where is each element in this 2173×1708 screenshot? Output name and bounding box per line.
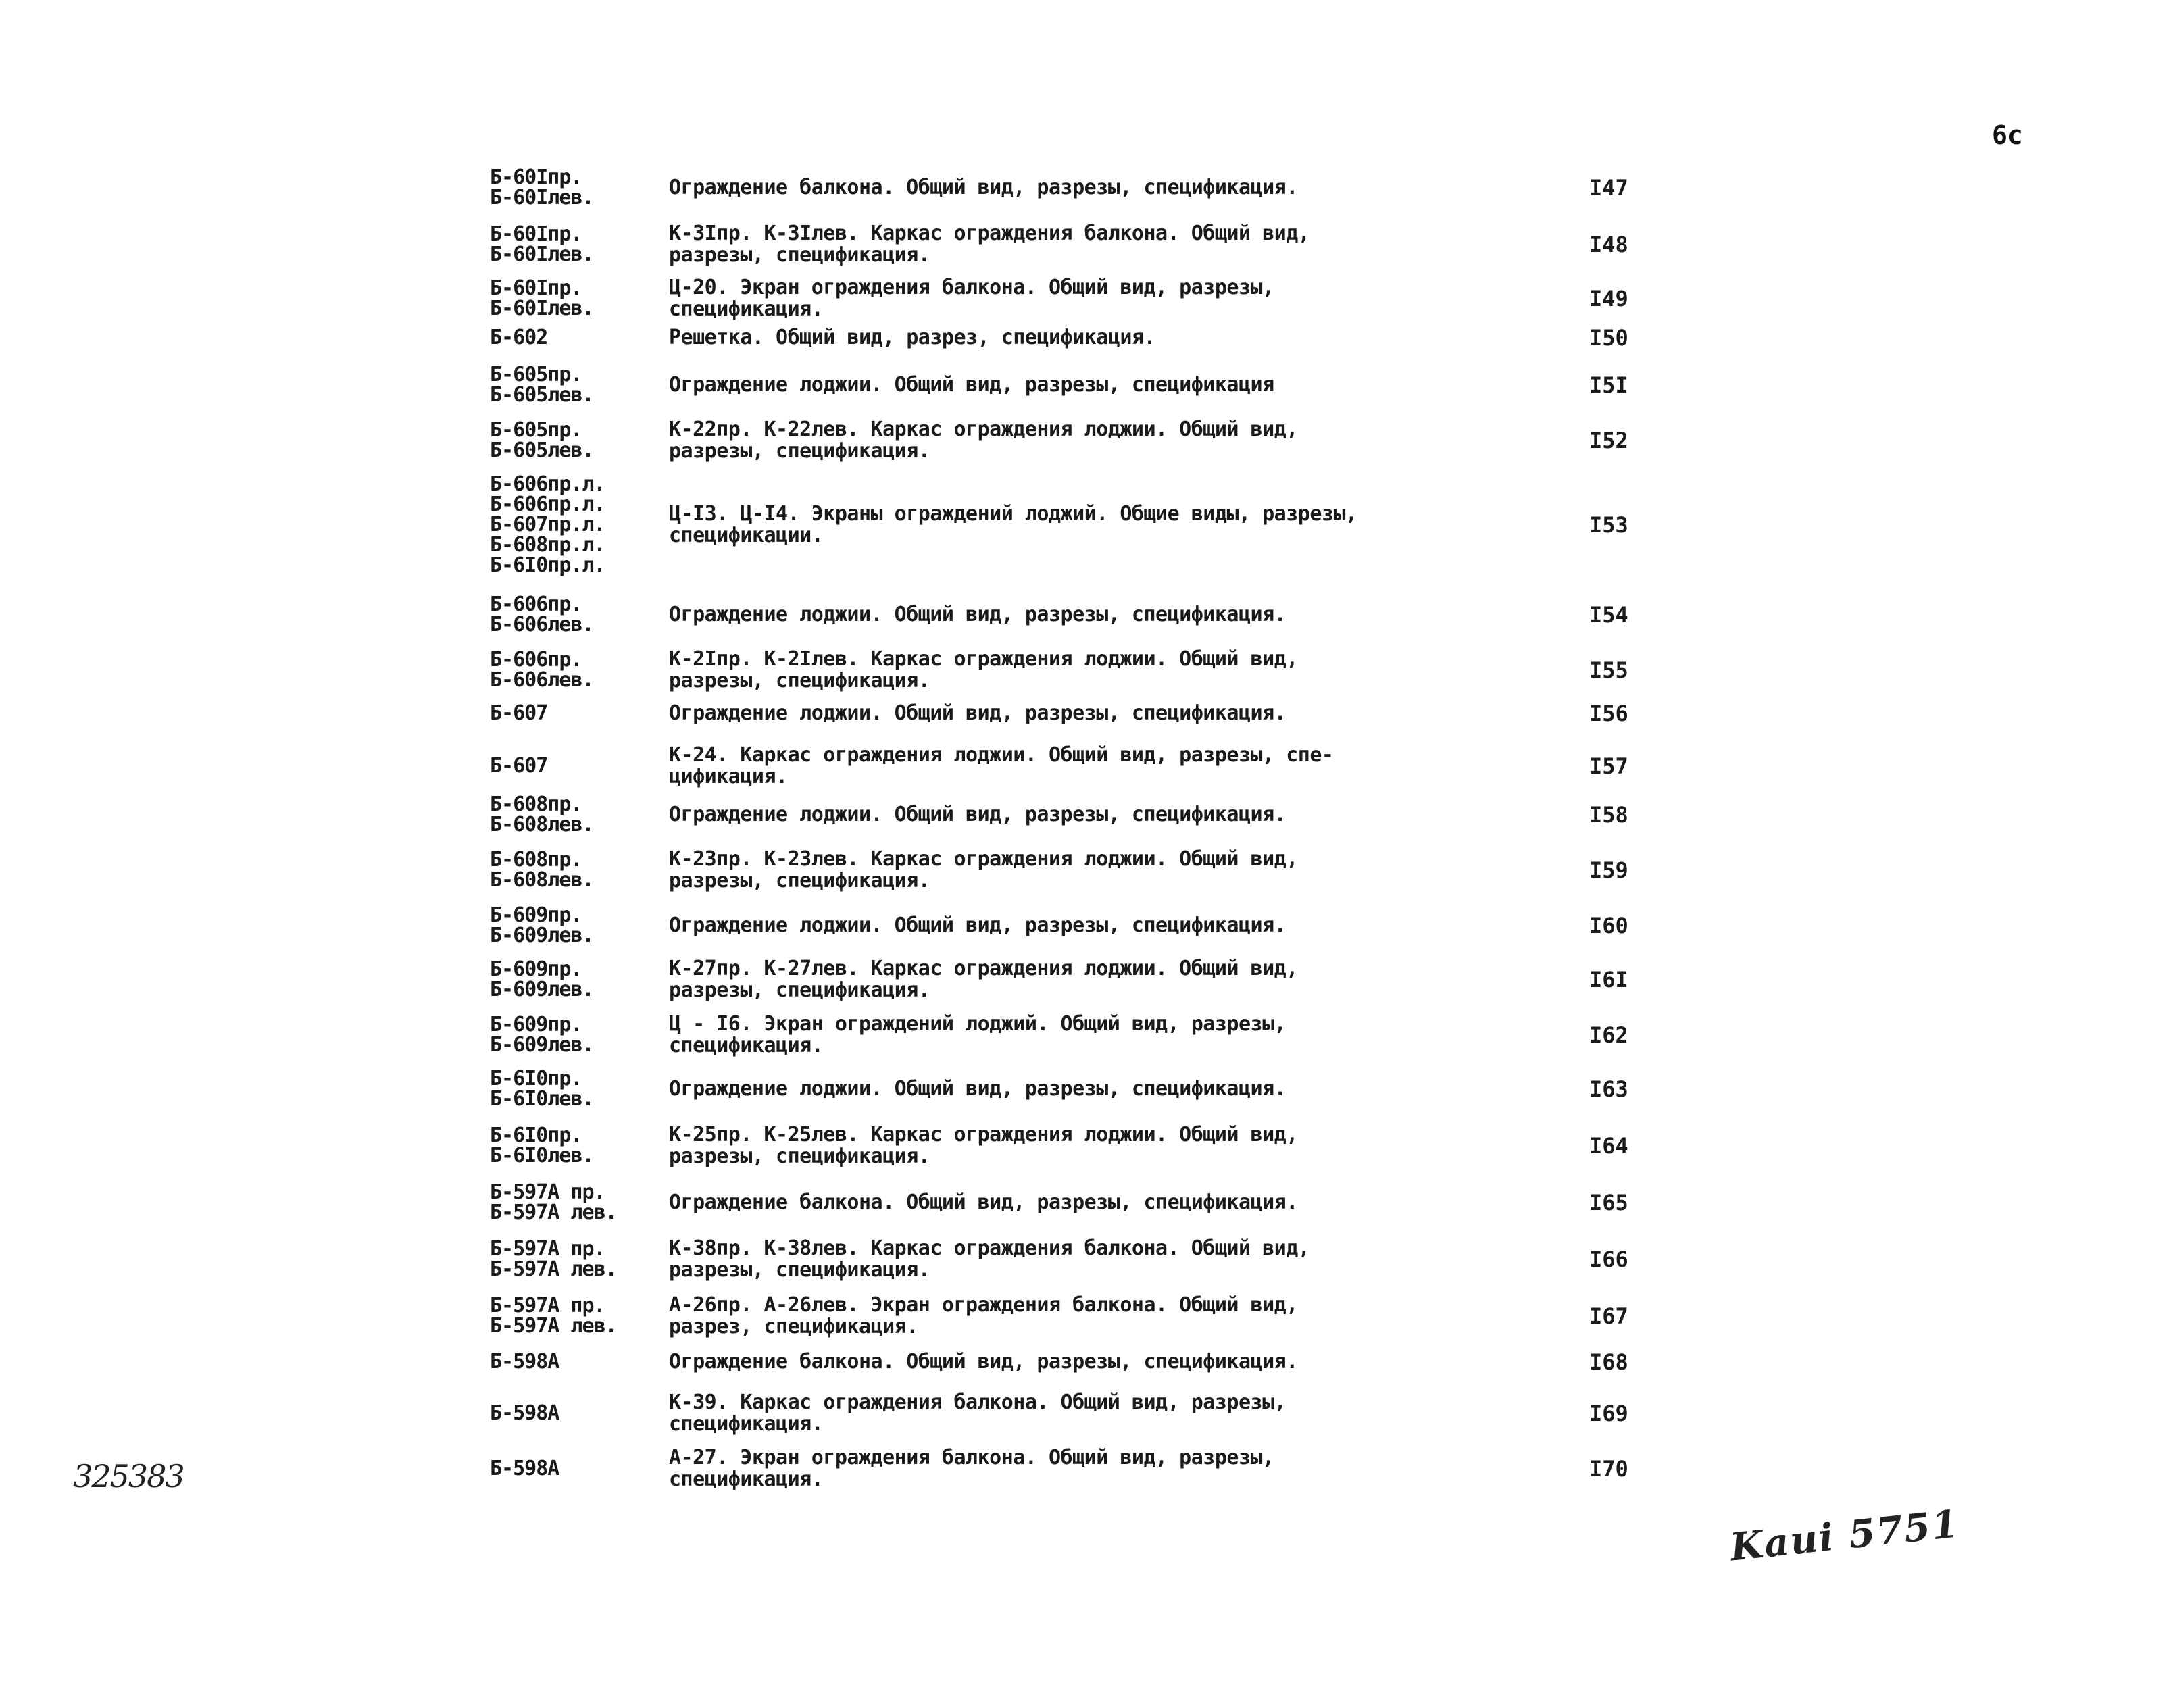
drawing-code-line: Б-607: [490, 754, 548, 778]
drawing-code-line: Б-597А пр.: [490, 1237, 605, 1261]
drawing-description-line: Ц-20. Экран ограждения балкона. Общий вид, разрезы,: [669, 276, 1274, 299]
drawing-description-line: Ограждение лоджии. Общий вид, разрезы, спецификация.: [669, 913, 1287, 937]
sheet-number: I47: [1589, 175, 1628, 201]
drawing-description: [669, 1392, 1459, 1435]
drawing-description-line: разрез, спецификация.: [669, 1315, 918, 1338]
drawing-description-line: К-39. Каркас ограждения балкона. Общий вид, разрезы,: [669, 1390, 1287, 1414]
drawing-description-line: К-23пр. К-23лев. Каркас ограждения лоджии. Общий вид,: [669, 847, 1298, 871]
drawing-description-line: цификация.: [669, 765, 788, 788]
drawing-code: [490, 1459, 559, 1479]
drawing-description-line: спецификации.: [669, 524, 824, 547]
drawing-code-line: Б-609лев.: [490, 978, 594, 1001]
drawing-code: [490, 703, 547, 724]
drawing-description-line: Ограждение балкона. Общий вид, разрезы, спецификация.: [669, 1350, 1298, 1374]
drawing-code: [490, 1069, 594, 1109]
sheet-number: I64: [1589, 1133, 1628, 1159]
sheet-number: I66: [1589, 1247, 1628, 1272]
drawing-code-line: Б-608пр.: [490, 793, 582, 816]
drawing-code-line: Б-608лев.: [490, 813, 594, 836]
drawing-code-line: Б-607пр.л.: [490, 513, 605, 536]
drawing-code-line: Б-597А лев.: [490, 1201, 617, 1224]
drawing-description-line: К-24. Каркас ограждения лоджии. Общий вид, разрезы, спе-: [669, 743, 1334, 767]
drawing-code-line: Б-605пр.: [490, 363, 582, 386]
drawing-code-line: Б-605лев.: [490, 383, 594, 407]
drawing-description: [669, 604, 1459, 626]
drawing-code: [490, 650, 594, 690]
drawing-description-line: разрезы, спецификация.: [669, 869, 930, 893]
sheet-number: I5I: [1589, 372, 1628, 398]
drawing-description-line: разрезы, спецификация.: [669, 1145, 930, 1168]
sheet-number: I58: [1589, 802, 1628, 828]
drawing-description: [669, 804, 1459, 826]
drawing-code: [490, 420, 594, 461]
drawing-code: [490, 1015, 594, 1055]
drawing-description: [669, 177, 1459, 199]
sheet-number: I55: [1589, 657, 1628, 683]
drawing-code-line: Б-597А пр.: [490, 1294, 605, 1317]
drawing-code-line: Б-60Iпр.: [490, 166, 582, 189]
drawing-description: [669, 1124, 1459, 1167]
drawing-description-line: Ограждение лоджии. Общий вид, разрезы, спецификация.: [669, 803, 1287, 826]
drawing-description: [669, 374, 1459, 396]
drawing-description-line: Ц - I6. Экран ограждений лоджий. Общий вид, разрезы,: [669, 1012, 1287, 1036]
drawing-code-line: Б-609пр.: [490, 1013, 582, 1036]
drawing-description: [669, 1013, 1459, 1057]
drawing-code-line: Б-6I0пр.л.: [490, 553, 605, 577]
drawing-code: [490, 224, 594, 265]
drawing-description-line: Решетка. Общий вид, разрез, спецификация.: [669, 326, 1156, 349]
drawing-description-line: К-38пр. К-38лев. Каркас ограждения балкона. Общий вид,: [669, 1236, 1310, 1260]
drawing-code-line: Б-60Iпр.: [490, 276, 582, 300]
drawing-code: [490, 474, 605, 576]
drawing-code-line: Б-60Iлев.: [490, 297, 594, 320]
drawing-code: [490, 365, 594, 405]
drawing-description: [669, 1238, 1459, 1281]
archive-number: 325383: [73, 1458, 184, 1494]
sheet-number: I48: [1589, 232, 1628, 257]
drawing-code: [490, 328, 547, 348]
drawing-description-line: Ограждение лоджии. Общий вид, разрезы, спецификация: [669, 373, 1274, 397]
sheet-number: I70: [1589, 1456, 1628, 1482]
drawing-description-line: А-26пр. А-26лев. Экран ограждения балкона. Общий вид,: [669, 1293, 1298, 1317]
sheet-number: I59: [1589, 857, 1628, 883]
drawing-description: [669, 503, 1459, 547]
drawing-code-line: Б-597А лев.: [490, 1314, 617, 1338]
drawing-code-line: Б-607: [490, 701, 548, 725]
drawing-code-line: Б-608лев.: [490, 868, 594, 892]
handwritten-signature: Kaui 5751: [1728, 1501, 1962, 1570]
drawing-code-line: Б-60Iлев.: [490, 243, 594, 266]
drawing-description: [669, 703, 1459, 724]
drawing-description-line: К-2Iпр. К-2Iлев. Каркас ограждения лоджии. Общий вид,: [669, 647, 1298, 671]
drawing-description: [669, 419, 1459, 462]
sheet-number: I6I: [1589, 967, 1628, 993]
drawing-code-line: Б-606лев.: [490, 613, 594, 636]
sheet-number: I50: [1589, 325, 1628, 351]
drawing-description: [669, 327, 1459, 349]
drawing-code: [490, 905, 594, 946]
sheet-number: I49: [1589, 286, 1628, 311]
drawing-code-line: Б-605лев.: [490, 438, 594, 462]
drawing-code: [490, 1182, 617, 1223]
drawing-code-line: Б-606лев.: [490, 668, 594, 692]
sheet-number: I68: [1589, 1349, 1628, 1375]
drawing-description: [669, 1447, 1459, 1490]
drawing-description-line: разрезы, спецификация.: [669, 243, 930, 267]
drawing-code-line: Б-6I0лев.: [490, 1144, 594, 1167]
drawing-code: [490, 1352, 559, 1372]
drawing-code-line: Б-605пр.: [490, 418, 582, 442]
drawing-description-line: разрезы, спецификация.: [669, 1258, 930, 1282]
drawing-code-line: Б-6I0пр.: [490, 1067, 582, 1090]
drawing-code-line: Б-6I0лев.: [490, 1087, 594, 1111]
sheet-number: I53: [1589, 512, 1628, 538]
sheet-number: I54: [1589, 602, 1628, 628]
drawing-code-line: Б-597А пр.: [490, 1180, 605, 1204]
sheet-number: I57: [1589, 753, 1628, 779]
drawing-description-line: К-25пр. К-25лев. Каркас ограждения лоджии. Общий вид,: [669, 1123, 1298, 1147]
drawing-code-line: Б-606пр.л.: [490, 493, 605, 516]
sheet-number: I60: [1589, 913, 1628, 938]
drawing-description-line: спецификация.: [669, 1034, 824, 1057]
drawing-code-line: Б-609пр.: [490, 903, 582, 927]
drawing-description-line: К-22пр. К-22лев. Каркас ограждения лоджии. Общий вид,: [669, 418, 1298, 441]
drawing-code-line: Б-597А лев.: [490, 1257, 617, 1281]
drawing-code: [490, 278, 594, 319]
drawing-description: [669, 915, 1459, 936]
drawing-code-line: Б-606пр.л.: [490, 472, 605, 496]
sheet-number: I65: [1589, 1190, 1628, 1215]
drawing-code-line: Б-609лев.: [490, 924, 594, 947]
drawing-code-line: Б-606пр.: [490, 648, 582, 672]
drawing-code: [490, 1296, 617, 1336]
drawing-description-line: Ц-I3. Ц-I4. Экраны ограждений лоджий. Общие виды, разрезы,: [669, 502, 1357, 526]
drawing-code: [490, 1403, 559, 1424]
drawing-description-line: К-27пр. К-27лев. Каркас ограждения лоджии. Общий вид,: [669, 957, 1298, 980]
drawing-code: [490, 850, 594, 890]
drawing-description: [669, 1192, 1459, 1213]
drawing-code-line: Б-598А: [490, 1401, 559, 1425]
drawing-description-line: Ограждение балкона. Общий вид, разрезы, спецификация.: [669, 176, 1298, 199]
drawing-description-line: А-27. Экран ограждения балкона. Общий вид, разрезы,: [669, 1446, 1274, 1470]
drawing-code: [490, 795, 594, 835]
drawing-code-line: Б-609пр.: [490, 957, 582, 981]
drawing-description-line: Ограждение лоджии. Общий вид, разрезы, спецификация.: [669, 603, 1287, 626]
drawing-description: [669, 745, 1459, 788]
drawing-code-line: Б-609лев.: [490, 1033, 594, 1057]
drawing-code-line: Б-606пр.: [490, 593, 582, 616]
sheet-number: I67: [1589, 1303, 1628, 1329]
drawing-description: [669, 223, 1459, 266]
drawing-description-line: спецификация.: [669, 1467, 824, 1491]
sheet-number: I56: [1589, 701, 1628, 726]
drawing-description: [669, 849, 1459, 892]
page-number: 6c: [1992, 120, 2023, 150]
drawing-description-line: Ограждение лоджии. Общий вид, разрезы, спецификация.: [669, 1077, 1287, 1101]
drawing-code-line: Б-608пр.л.: [490, 533, 605, 557]
drawing-code: [490, 756, 547, 776]
drawing-code-line: Б-598А: [490, 1350, 559, 1374]
sheet-number: I62: [1589, 1022, 1628, 1048]
drawing-code-line: Б-60Iлев.: [490, 186, 594, 209]
drawing-description: [669, 1351, 1459, 1373]
drawing-code: [490, 1126, 594, 1166]
drawing-description-line: Ограждение лоджии. Общий вид, разрезы, спецификация.: [669, 701, 1287, 725]
drawing-code-line: Б-598А: [490, 1457, 559, 1480]
drawing-description-line: К-3Iпр. К-3Iлев. Каркас ограждения балкона. Общий вид,: [669, 222, 1310, 245]
drawing-description: [669, 1078, 1459, 1100]
sheet-number: I52: [1589, 428, 1628, 453]
sheet-number: I63: [1589, 1076, 1628, 1102]
drawing-description-line: Ограждение балкона. Общий вид, разрезы, спецификация.: [669, 1190, 1298, 1214]
drawing-description: [669, 649, 1459, 692]
sheet-number: I69: [1589, 1401, 1628, 1426]
drawing-code-line: Б-60Iпр.: [490, 222, 582, 246]
drawing-description-line: разрезы, спецификация.: [669, 669, 930, 693]
drawing-description: [669, 1295, 1459, 1338]
drawing-description-line: спецификация.: [669, 297, 824, 321]
drawing-description: [669, 277, 1459, 320]
drawing-description-line: разрезы, спецификация.: [669, 439, 930, 463]
drawing-code-line: Б-6I0пр.: [490, 1124, 582, 1147]
drawing-description-line: спецификация.: [669, 1412, 824, 1436]
drawing-code-line: Б-602: [490, 326, 548, 349]
drawing-description: [669, 958, 1459, 1001]
drawing-description-line: разрезы, спецификация.: [669, 978, 930, 1002]
drawing-code: [490, 959, 594, 1000]
drawing-code: [490, 1239, 617, 1280]
drawing-code: [490, 168, 594, 208]
drawing-code: [490, 595, 594, 635]
drawing-code-line: Б-608пр.: [490, 848, 582, 872]
